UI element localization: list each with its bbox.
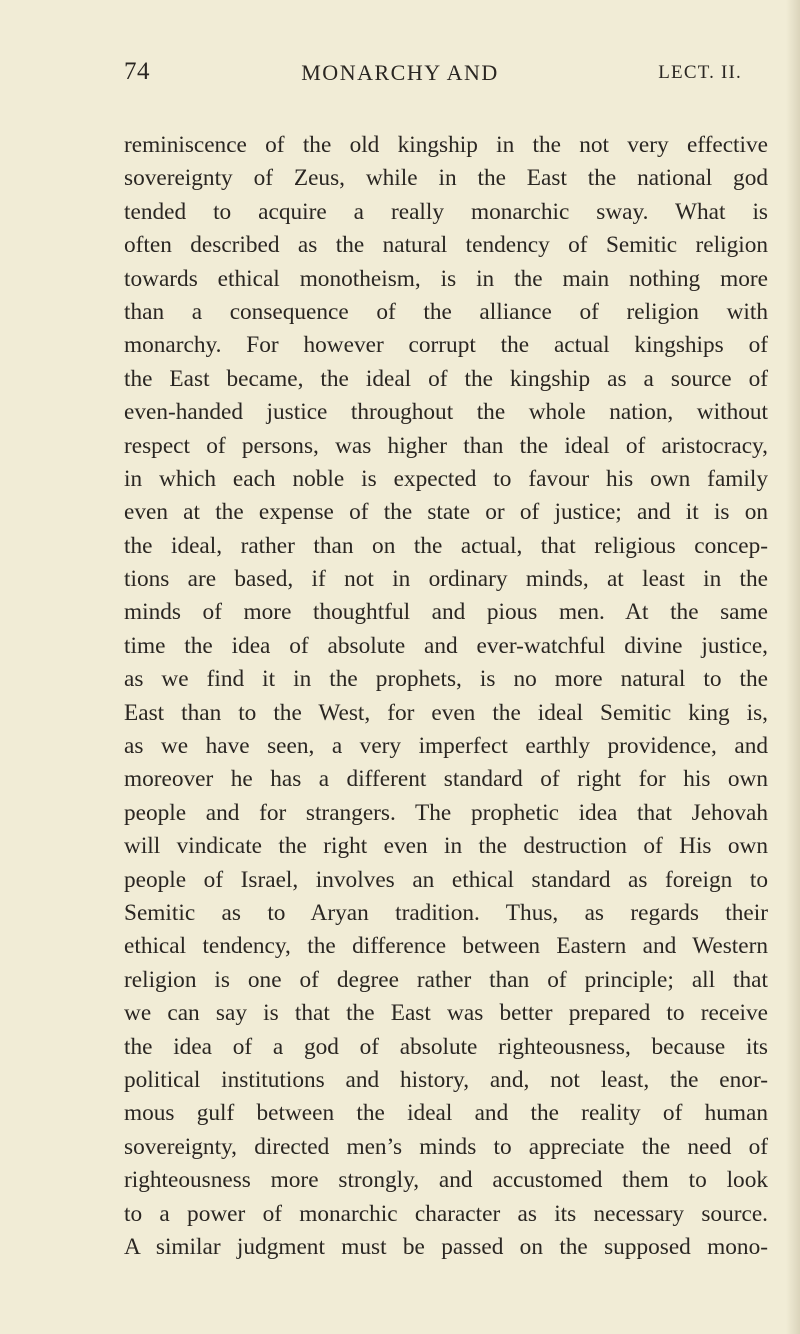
text-line: in which each noble is expected to favour his own family [124,465,768,492]
page-number: 74 [124,58,150,85]
page-edge-shadow [786,0,800,1334]
text-line: even-handed justice throughout the whole nation, without [124,399,768,426]
text-line: respect of persons, was higher than the ideal of aristocracy, [124,432,768,459]
page-header [0,52,800,92]
text-line: sovereignty, directed men’s minds to appreciate the need of [124,1133,768,1160]
text-line: reminiscence of the old kingship in the not very effective [124,132,768,158]
text-line: will vindicate the right even in the destruction of His own [124,833,768,860]
text-line: monarchy. For however corrupt the actual kingships of [124,332,768,359]
text-line: tended to acquire a really monarchic sway. What is [124,198,768,225]
text-line: ethical tendency, the difference between Eastern and Western [124,933,768,960]
text-line: minds of more thoughtful and pious men. At the same [124,599,768,626]
text-line: than a consequence of the alliance of religion with [124,298,768,325]
body-text [124,129,768,1264]
running-title: MONARCHY AND [301,60,499,85]
text-line: often described as the natural tendency of Semitic religion [124,232,768,259]
text-line: tions are based, if not in ordinary minds, at least in the [124,566,768,593]
text-line: to a power of monarchic character as its necessary source. [124,1200,768,1227]
text-line: the ideal, rather than on the actual, that religious concep- [124,532,768,559]
text-line: people of Israel, involves an ethical standard as foreign to [124,866,768,893]
text-line: time the idea of absolute and ever-watchful divine justice, [124,632,768,659]
text-line: towards ethical monotheism, is in the main nothing more [124,265,768,292]
text-line: political institutions and history, and, not least, the enor- [124,1066,768,1093]
text-line: righteousness more strongly, and accustomed them to look [124,1167,768,1194]
text-line: moreover he has a different standard of right for his own [124,766,768,793]
text-line: A similar judgment must be passed on the supposed mono- [124,1233,768,1260]
text-line: people and for strangers. The prophetic idea that Jehovah [124,799,768,826]
text-line: mous gulf between the ideal and the reality of human [124,1100,768,1127]
text-line: the East became, the ideal of the kingship as a source of [124,365,768,392]
text-line: Semitic as to Aryan tradition. Thus, as regards their [124,899,768,926]
text-line: sovereignty of Zeus, while in the East the national god [124,165,768,192]
text-line: we can say is that the East was better prepared to receive [124,1000,768,1027]
text-line: East than to the West, for even the ideal Semitic king is, [124,699,768,726]
text-line: as we have seen, a very imperfect earthly providence, and [124,733,768,760]
text-line: the idea of a god of absolute righteousness, because its [124,1033,768,1060]
text-line: even at the expense of the state or of justice; and it is on [124,499,768,526]
text-line: as we find it in the prophets, is no more natural to the [124,666,768,693]
text-line: religion is one of degree rather than of principle; all that [124,966,768,993]
lecture-reference: LECT. II. [658,62,742,83]
